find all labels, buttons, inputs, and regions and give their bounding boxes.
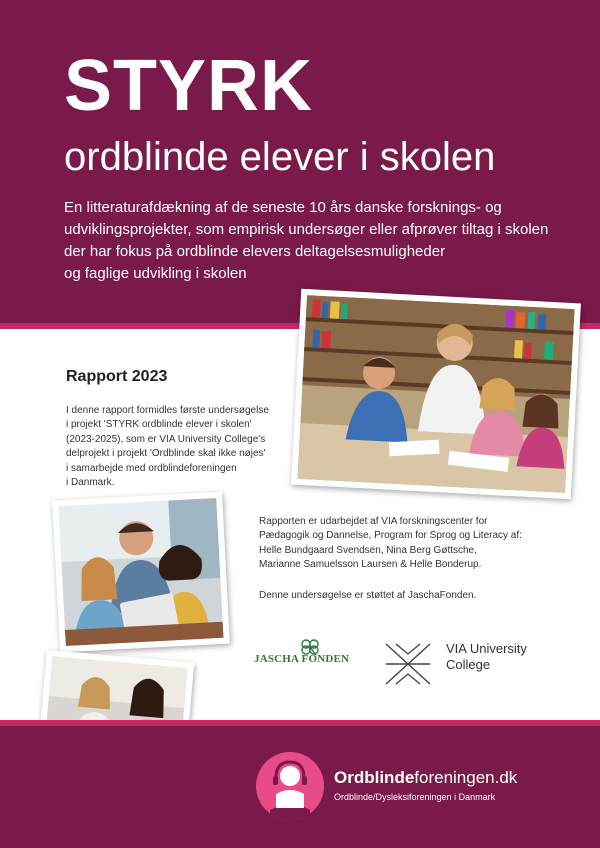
ordblindeforeningen-wordmark [334, 768, 517, 788]
description-line: i Danmark. [66, 477, 115, 489]
via-logo-icon [382, 640, 434, 688]
description-line: I denne rapport formidles første undersøgelse [66, 405, 269, 416]
jascha-fonden-logo [254, 638, 366, 670]
foreningen-text: foreningen.dk [414, 768, 518, 787]
description-line: i projekt 'STYRK ordblinde elever i skolen' [66, 419, 252, 431]
ordblindeforeningen-tagline: Ordblinde/Dysleksiforeningen i Danmark [334, 792, 496, 802]
via-name-line: College [446, 657, 491, 672]
intro-line: En litteraturafdækning af de seneste 10 års danske forsknings- og [64, 199, 502, 216]
intro-line: og faglige udvikling i skolen [64, 265, 247, 282]
report-year-heading: Rapport 2023 [66, 368, 168, 385]
via-university-college-logo [446, 641, 527, 673]
classroom-photo [291, 289, 581, 499]
via-name-line: VIA University [446, 641, 527, 656]
support-note: Denne undersøgelse er støttet af JaschaFonden. [259, 590, 477, 601]
authors-line: Rapporten er udarbejdet af VIA forskningscenter for [259, 516, 488, 527]
intro-line: der har fokus på ordblinde elevers deltagelsesmuligheder [64, 243, 446, 260]
classroom-photo-image [297, 295, 574, 493]
cover-intro [64, 197, 549, 285]
family-tablet-photo-image [58, 498, 223, 646]
description-line: (2023-2025), som er VIA University College's [66, 433, 266, 445]
description-line: i samarbejde med ordblindeforeningen [66, 462, 237, 474]
report-authors [259, 515, 522, 573]
authors-line: Helle Bundgaard Svendsen, Nina Berg Gøttsche, [259, 544, 477, 556]
cover-title: STYRK [64, 46, 314, 126]
intro-line: udviklingsprojekter, som empirisk undersøger eller afprøver tiltag i skolen [64, 221, 549, 238]
authors-line: Marianne Samuelsson Laursen & Helle Bonderup. [259, 559, 482, 571]
report-description [66, 404, 296, 490]
ordblinde-bold-text: Ordblinde [334, 768, 415, 787]
description-line: delprojekt i projekt 'Ordblinde skal ikke nøjes' [66, 448, 266, 460]
jascha-fonden-wordmark: JASCHA FONDEN [254, 653, 350, 665]
authors-line: Pædagogik og Dannelse, Program for Sprog og Literacy af: [259, 530, 522, 542]
cover-subtitle: ordblinde elever i skolen [64, 135, 496, 179]
family-tablet-photo [52, 492, 230, 653]
ordblindeforeningen-logo-icon [256, 752, 324, 820]
